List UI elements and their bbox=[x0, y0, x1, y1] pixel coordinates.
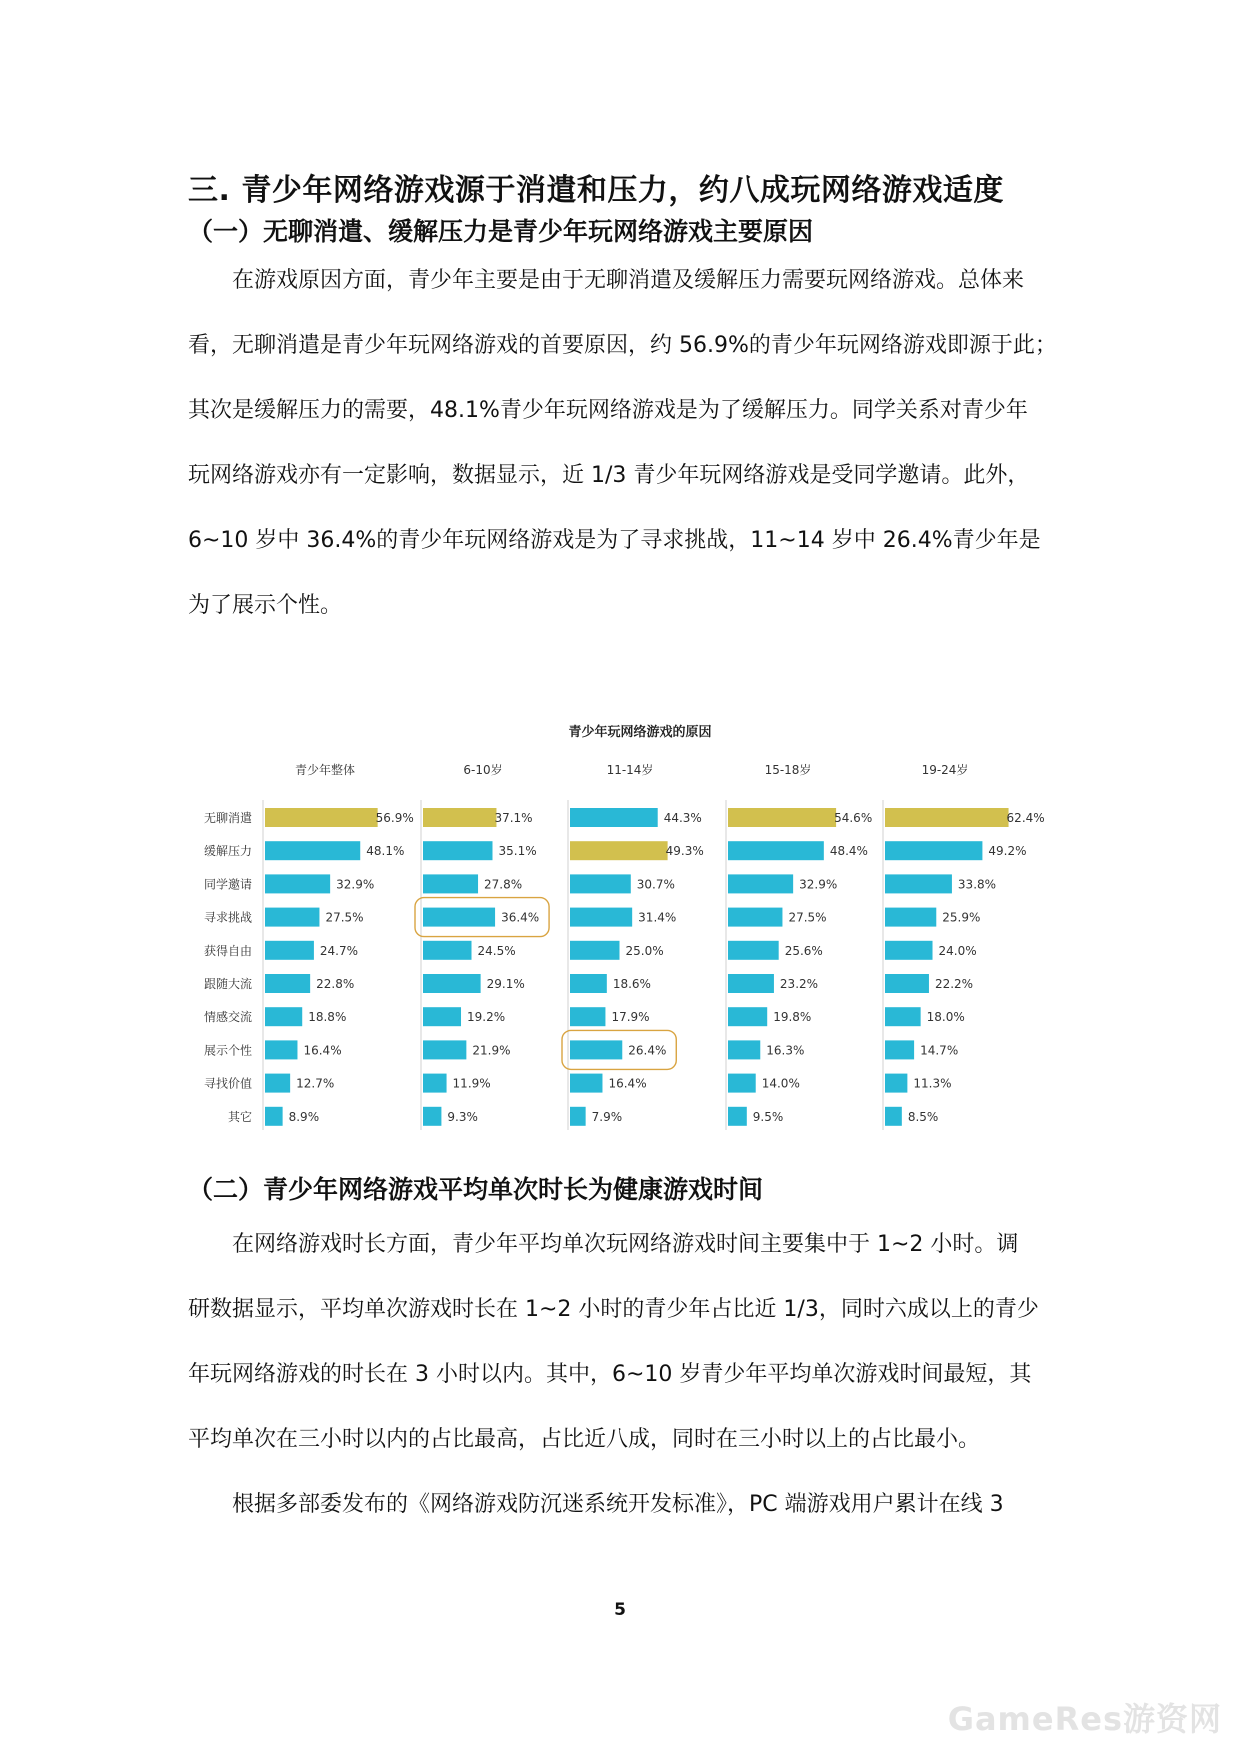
reasons-bar-chart bbox=[180, 715, 1060, 1130]
data-label: 32.9% bbox=[799, 877, 838, 892]
data-label: 25.6% bbox=[784, 943, 823, 958]
data-label: 16.4% bbox=[608, 1076, 647, 1091]
data-label: 8.5% bbox=[907, 1109, 939, 1124]
panel-header: 6-10岁 bbox=[463, 763, 503, 777]
bar bbox=[423, 1107, 441, 1126]
data-label: 49.3% bbox=[665, 844, 704, 859]
watermark-logo: GameRes游资网 bbox=[947, 1700, 1222, 1738]
category-label: 寻求挑战 bbox=[203, 910, 252, 925]
bar bbox=[728, 874, 793, 893]
paragraph-line: 玩网络游戏亦有一定影响，数据显示，近 1/3 青少年玩网络游戏是受同学邀请。此外， bbox=[188, 463, 1030, 488]
data-label: 26.4% bbox=[628, 1043, 667, 1058]
category-label: 情感交流 bbox=[203, 1010, 252, 1025]
data-label: 25.9% bbox=[942, 910, 981, 925]
paragraph-2 bbox=[188, 1212, 1063, 1537]
bar bbox=[885, 1040, 914, 1059]
bar bbox=[265, 908, 319, 927]
paragraph-line: 6~10 岁中 36.4%的青少年玩网络游戏是为了寻求挑战，11~14 岁中 26.4%青少年是 bbox=[188, 528, 1041, 553]
bar bbox=[265, 874, 330, 893]
bar bbox=[265, 1007, 302, 1026]
bar bbox=[265, 841, 360, 860]
paragraph-line: 年玩网络游戏的时长在 3 小时以内。其中，6~10 岁青少年平均单次游戏时间最短，其 bbox=[188, 1362, 1032, 1387]
bar bbox=[728, 1107, 747, 1126]
data-label: 31.4% bbox=[638, 910, 677, 925]
chart-title: 青少年玩网络游戏的原因 bbox=[568, 725, 712, 740]
data-label: 24.0% bbox=[938, 943, 977, 958]
data-label: 49.2% bbox=[988, 844, 1027, 859]
paragraph-line: 研数据显示，平均单次游戏时长在 1~2 小时的青少年占比近 1/3，同时六成以上的青少 bbox=[188, 1297, 1039, 1322]
bar bbox=[885, 1007, 921, 1026]
category-label: 同学邀请 bbox=[203, 877, 252, 892]
data-label: 9.3% bbox=[447, 1109, 478, 1124]
bar bbox=[265, 808, 378, 827]
data-label: 32.9% bbox=[336, 877, 375, 892]
bar bbox=[265, 974, 310, 993]
bar bbox=[570, 941, 620, 960]
panel-header: 11-14岁 bbox=[606, 763, 654, 777]
data-label: 35.1% bbox=[498, 844, 537, 859]
paragraph-line: 在网络游戏时长方面，青少年平均单次玩网络游戏时间主要集中于 1~2 小时。调 bbox=[232, 1232, 1019, 1257]
data-label: 27.8% bbox=[484, 877, 523, 892]
bar bbox=[570, 1007, 605, 1026]
subsection-title-2: （二）青少年网络游戏平均单次时长为健康游戏时间 bbox=[188, 1175, 764, 1204]
paragraph-line: 平均单次在三小时以内的占比最高，占比近八成，同时在三小时以上的占比最小。 bbox=[188, 1427, 981, 1452]
bar bbox=[265, 941, 314, 960]
data-label: 22.8% bbox=[316, 977, 355, 991]
page-number: 5 bbox=[614, 1600, 626, 1620]
panel-header: 15-18岁 bbox=[764, 763, 812, 777]
bar bbox=[885, 908, 936, 927]
data-label: 44.3% bbox=[663, 811, 702, 825]
data-label: 19.2% bbox=[467, 1010, 506, 1025]
bar bbox=[423, 1040, 466, 1059]
bar bbox=[265, 1107, 283, 1126]
data-label: 9.5% bbox=[752, 1109, 784, 1124]
data-label: 8.9% bbox=[288, 1109, 320, 1124]
data-label: 25.0% bbox=[625, 943, 664, 958]
bar bbox=[885, 974, 929, 993]
bar bbox=[885, 874, 952, 893]
bar bbox=[423, 841, 492, 860]
bar bbox=[570, 1040, 622, 1059]
category-label: 缓解压力 bbox=[203, 844, 252, 859]
paragraph-line: 在游戏原因方面，青少年主要是由于无聊消遣及缓解压力需要玩网络游戏。总体来 bbox=[232, 268, 1025, 293]
data-label: 24.5% bbox=[477, 943, 516, 958]
bar bbox=[570, 1107, 586, 1126]
bar bbox=[728, 841, 824, 860]
data-label: 14.0% bbox=[761, 1076, 800, 1091]
bar bbox=[885, 1074, 907, 1093]
bar bbox=[265, 1040, 297, 1059]
bar bbox=[570, 874, 631, 893]
bar bbox=[570, 974, 607, 993]
data-label: 16.4% bbox=[303, 1043, 342, 1058]
bar bbox=[423, 808, 496, 827]
data-label: 14.7% bbox=[920, 1043, 959, 1058]
data-label: 12.7% bbox=[296, 1076, 335, 1091]
bar bbox=[885, 1107, 902, 1126]
data-label: 22.2% bbox=[934, 977, 974, 991]
bar bbox=[570, 1074, 602, 1093]
bar bbox=[728, 974, 774, 993]
data-label: 48.1% bbox=[366, 844, 405, 859]
data-label: 48.4% bbox=[829, 844, 868, 859]
bar bbox=[423, 908, 495, 927]
bar bbox=[885, 808, 1009, 827]
bar bbox=[423, 1074, 447, 1093]
data-label: 36.4% bbox=[501, 910, 540, 925]
bar bbox=[728, 908, 782, 927]
data-label: 37.1% bbox=[494, 811, 533, 825]
data-label: 23.2% bbox=[779, 977, 819, 991]
bar bbox=[570, 808, 658, 827]
data-label: 11.3% bbox=[913, 1076, 952, 1091]
category-label: 无聊消遣 bbox=[203, 811, 252, 825]
data-label: 62.4% bbox=[1006, 811, 1045, 825]
data-label: 18.8% bbox=[308, 1010, 347, 1025]
bar bbox=[728, 941, 779, 960]
bar bbox=[570, 908, 632, 927]
bar bbox=[423, 941, 472, 960]
category-label: 寻找价值 bbox=[203, 1076, 252, 1091]
data-label: 30.7% bbox=[636, 877, 675, 892]
data-label: 11.9% bbox=[452, 1076, 491, 1091]
data-label: 21.9% bbox=[472, 1043, 511, 1058]
bar bbox=[885, 941, 933, 960]
bar bbox=[885, 841, 982, 860]
data-label: 24.7% bbox=[319, 943, 359, 958]
bar bbox=[728, 1040, 760, 1059]
paragraph-line: 看，无聊消遣是青少年玩网络游戏的首要原因，约 56.9%的青少年玩网络游戏即源于此； bbox=[188, 333, 1057, 358]
data-label: 56.9% bbox=[375, 811, 414, 825]
data-label: 18.6% bbox=[612, 977, 651, 991]
data-label: 54.6% bbox=[834, 811, 873, 825]
paragraph-line: 根据多部委发布的《网络游戏防沉迷系统开发标准》，PC 端游戏用户累计在线 3 bbox=[232, 1492, 1004, 1517]
data-label: 29.1% bbox=[486, 977, 525, 991]
category-label: 展示个性 bbox=[203, 1043, 252, 1058]
panel-header: 青少年整体 bbox=[294, 763, 356, 777]
data-label: 27.5% bbox=[788, 910, 827, 925]
bar bbox=[423, 1007, 461, 1026]
bar bbox=[423, 874, 478, 893]
bar bbox=[728, 1007, 767, 1026]
category-label: 获得自由 bbox=[203, 943, 252, 958]
paragraph-line: 其次是缓解压力的需要，48.1%青少年玩网络游戏是为了缓解压力。同学关系对青少年 bbox=[188, 398, 1028, 423]
bar bbox=[423, 974, 481, 993]
data-label: 18.0% bbox=[926, 1010, 965, 1025]
category-label: 跟随大流 bbox=[203, 977, 252, 991]
bar bbox=[728, 808, 836, 827]
bar bbox=[728, 1074, 756, 1093]
panel-header: 19-24岁 bbox=[921, 763, 969, 777]
section-heading: 三. 青少年网络游戏源于消遣和压力，约八成玩网络游戏适度 bbox=[188, 173, 1004, 208]
bar bbox=[265, 1074, 290, 1093]
data-label: 27.5% bbox=[325, 910, 364, 925]
paragraph-line: 为了展示个性。 bbox=[188, 593, 343, 618]
paragraph-1 bbox=[188, 248, 1063, 638]
data-label: 19.8% bbox=[773, 1010, 812, 1025]
data-label: 17.9% bbox=[611, 1010, 650, 1025]
data-label: 16.3% bbox=[766, 1043, 805, 1058]
data-label: 7.9% bbox=[591, 1109, 623, 1124]
data-label: 33.8% bbox=[957, 877, 997, 892]
subsection-title-1: （一）无聊消遣、缓解压力是青少年玩网络游戏主要原因 bbox=[188, 217, 814, 246]
bar bbox=[570, 841, 668, 860]
category-label: 其它 bbox=[227, 1109, 252, 1124]
